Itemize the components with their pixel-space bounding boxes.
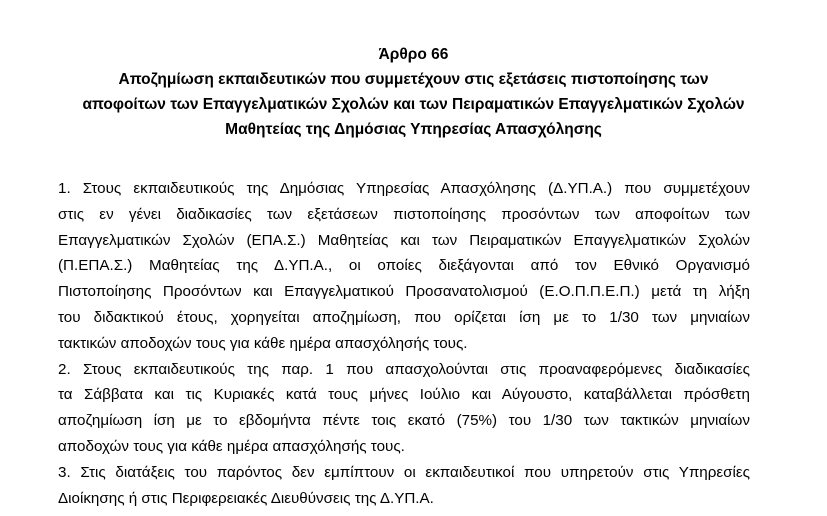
text-line: Πιστοποίησης Προσόντων και Επαγγελματικού Προσανατολισμού (Ε.Ο.Π.Π.Ε.Π.) μετά τη λήξη — [58, 283, 750, 301]
text-line: 1. Στους εκπαιδευτικούς της Δημόσιας Υπηρεσίας Απασχόλησης (Δ.ΥΠ.Α.) που συμμετέχουν — [58, 180, 750, 197]
text-line: τα Σάββατα και τις Κυριακές κατά τους μήνες Ιούλιο και Αύγουστο, καταβάλλεται πρόσθετη — [58, 386, 750, 404]
text-line: (Π.ΕΠΑ.Σ.) Μαθητείας της Δ.ΥΠ.Α., οι οποίες διεξάγονται από τον Εθνικό Οργανισμό — [58, 257, 750, 275]
article-title-line: Μαθητείας της Δημόσιας Υπηρεσίας Απασχόλησης — [225, 121, 602, 138]
text-line: Επαγγελματικών Σχολών (ΕΠΑ.Σ.) Μαθητείας και των Πειραματικών Επαγγελματικών Σχολών — [58, 231, 750, 249]
article-heading — [40, 42, 787, 142]
text-line: 3. Στις διατάξεις του παρόντος δεν εμπίπτουν οι εκπαιδευτικοί που υπηρετούν στις Υπηρεσίες — [58, 463, 750, 481]
paragraph-2 — [58, 357, 750, 460]
article-number: Άρθρο 66 — [378, 46, 449, 63]
text-line: αποζημίωση ίση με το εβδομήντα πέντε τοις εκατό (75%) του 1/30 των τακτικών μηνιαίων — [58, 412, 750, 430]
text-line: 2. Στους εκπαιδευτικούς της παρ. 1 που απασχολούνται στις προαναφερόμενες διαδικασίες — [58, 360, 750, 378]
article-title-line: αποφοίτων των Επαγγελματικών Σχολών και των Πειραματικών Επαγγελματικών Σχολών — [82, 96, 745, 113]
text-line: του διδακτικού έτους, χορηγείται αποζημίωση, που ορίζεται ίση με το 1/30 των μηνιαίων — [58, 308, 750, 326]
article-body — [58, 176, 750, 511]
article-title-line: Αποζημίωση εκπαιδευτικών που συμμετέχουν στις εξετάσεις πιστοποίησης των — [118, 71, 709, 88]
paragraph-1 — [58, 176, 750, 357]
text-line: αποδοχών τους για κάθε ημέρα απασχόλησής τους. — [58, 437, 405, 455]
text-line: Διοίκησης ή στις Περιφερειακές Διευθύνσεις της Δ.ΥΠ.Α. — [58, 489, 434, 507]
paragraph-3 — [58, 460, 750, 512]
text-line: στις εν γένει διαδικασίες των εξετάσεων πιστοποίησης προσόντων των αποφοίτων των — [58, 205, 750, 223]
text-line: τακτικών αποδοχών τους για κάθε ημέρα απασχόλησής τους. — [58, 334, 468, 352]
